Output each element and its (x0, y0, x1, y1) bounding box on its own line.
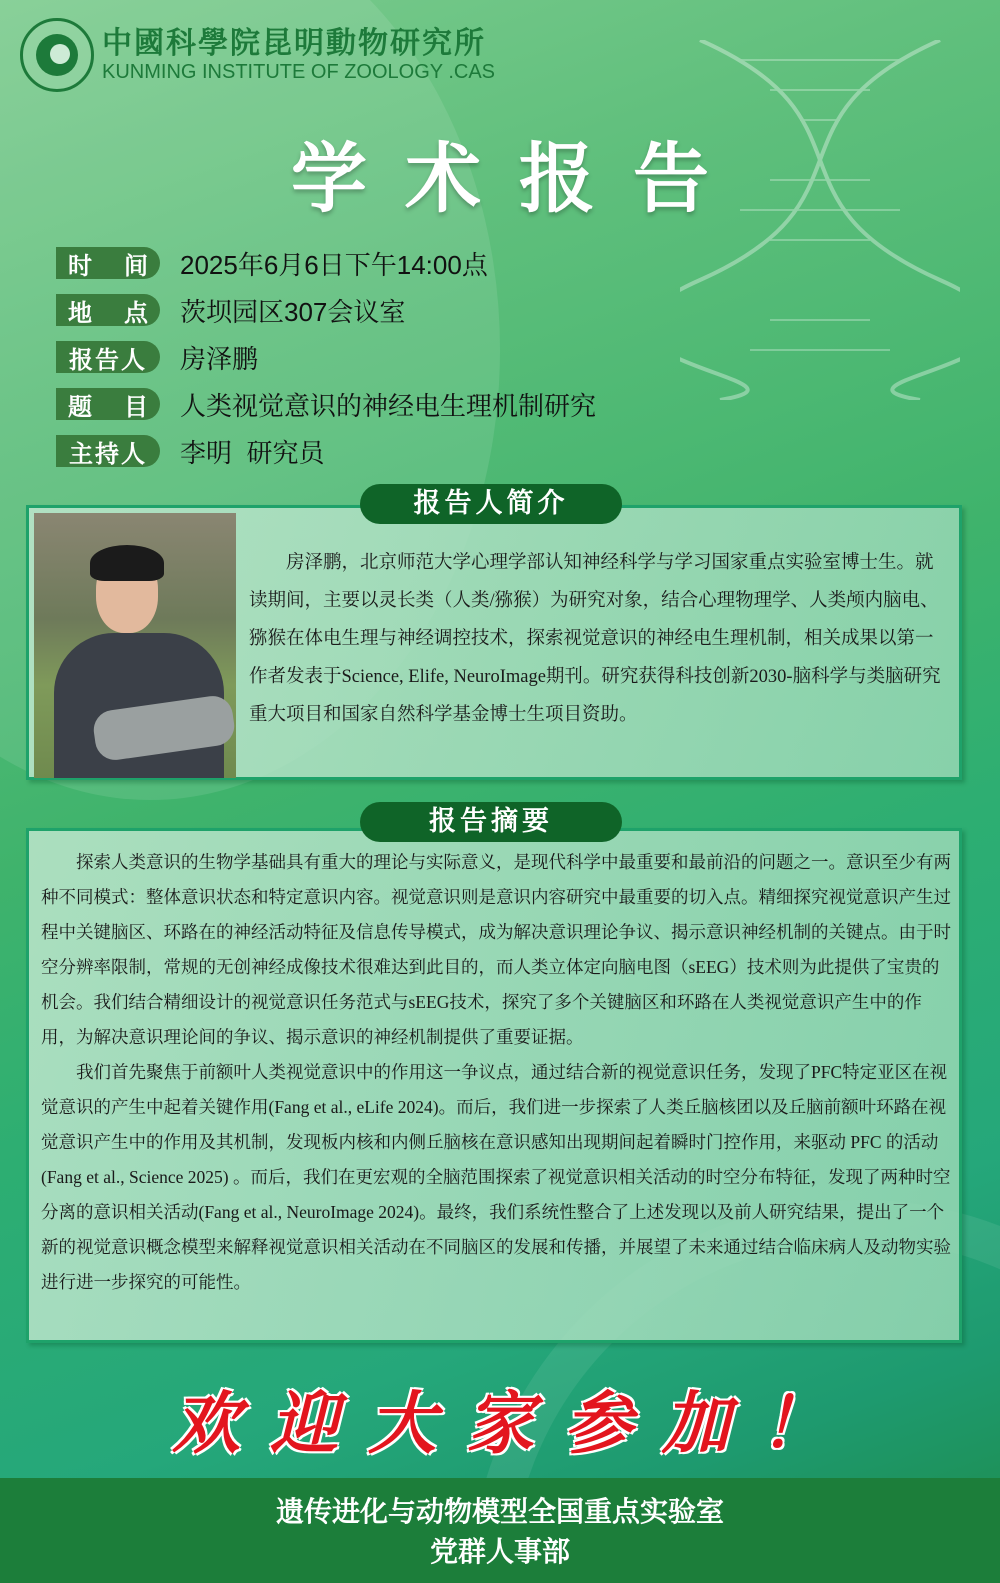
institute-name-cn: 中國科學院昆明動物研究所 (102, 26, 486, 61)
speaker-photo (34, 513, 236, 778)
info-row-speaker (56, 334, 596, 380)
footer (0, 1478, 1000, 1583)
organizer-lab: 遗传进化与动物模型全国重点实验室 (275, 1495, 724, 1528)
info-value-location: 茨坝园区307会议室 (180, 296, 406, 327)
speaker-bio-text: 房泽鹏，北京师范大学心理学部认知神经科学与学习国家重点实验室博士生。就读期间，主要以灵长类（人类/猕猴）为研究对象，结合心理物理学、人类颅内脑电、猕猴在体电生理与神经调控技术，探索视觉意识的神经电生理机制，相关成果以第一作者发表于Science, Elife, NeuroImage期刊。研究获得科技创新2030-脑科学与类脑研究重大项目和国家自然科学基金博士生项目资助。 (249, 553, 941, 725)
abstract-panel (26, 828, 962, 1343)
info-value-time: 2025年6月6日下午14:00点 (180, 249, 488, 280)
event-info (56, 240, 596, 475)
info-label: 地 点 (56, 294, 160, 326)
institute-name-en: KUNMING INSTITUTE OF ZOOLOGY .CAS (102, 61, 495, 83)
info-row-topic (56, 381, 596, 427)
institute-logo (20, 18, 495, 92)
speaker-bio-heading: 报告人简介 (360, 484, 622, 524)
info-label: 主持人 (56, 435, 160, 467)
info-value-topic: 人类视觉意识的神经电生理机制研究 (180, 390, 597, 421)
info-row-location (56, 287, 596, 333)
welcome-banner: 欢迎大家参加！ (171, 1385, 858, 1464)
poster-title: 学术报告 (291, 134, 747, 223)
institute-emblem-icon (20, 18, 94, 92)
abstract-text (41, 845, 951, 1300)
abstract-heading: 报告摘要 (360, 802, 622, 842)
organizer-dept: 党群人事部 (429, 1535, 570, 1568)
info-row-time (56, 240, 596, 286)
speaker-bio-panel (26, 505, 962, 780)
info-label: 报告人 (56, 341, 160, 373)
abstract-paragraph: 探索人类意识的生物学基础具有重大的理论与实际意义，是现代科学中最重要和最前沿的问题之一。意识至少有两种不同模式：整体意识状态和特定意识内容。视觉意识则是意识内容研究中最重要的切入点。精细探究视觉意识产生过程中关键脑区、环路在的神经活动特征及信息传导模式，成为解决意识理论争议、揭示意识神经机制的关键点。由于时空分辨率限制，常规的无创神经成像技术很难达到此目的，而人类立体定向脑电图（sEEG）技术则为此提供了宝贵的机会。我们结合精细设计的视觉意识任务范式与sEEG技术，探究了多个关键脑区和环路在人类视觉意识产生中的作用，为解决意识理论间的争议、揭示意识的神经机制提供了重要证据。 (41, 852, 951, 1047)
info-label: 时 间 (56, 247, 160, 279)
info-value-host: 李明 研究员 (180, 437, 325, 468)
abstract-paragraph: 我们首先聚焦于前额叶人类视觉意识中的作用这一争议点，通过结合新的视觉意识任务，发现了PFC特定亚区在视觉意识的产生中起着关键作用(Fang et al., eLife 2024)。而后，我们进一步探索了人类丘脑核团以及丘脑前额叶环路在视觉意识产生中的作用及其机制，发现板内核和内侧丘脑核在意识感知出现期间起着瞬时门控作用，来驱动 PFC 的活动(Fang et al., Science 2025) 。而后，我们在更宏观的全脑范围探索了视觉意识相关活动的时空分布特征，发现了两种时空分离的意识相关活动(Fang et al., NeuroImage 2024)。最终，我们系统性整合了上述发现以及前人研究结果，提出了一个新的视觉意识概念模型来解释视觉意识相关活动在不同脑区的发展和传播，并展望了未来通过结合临床病人及动物实验进行进一步探究的可能性。 (41, 1062, 951, 1292)
info-value-speaker: 房泽鹏 (180, 343, 259, 374)
info-row-host (56, 428, 596, 474)
info-label: 题 目 (56, 388, 160, 420)
